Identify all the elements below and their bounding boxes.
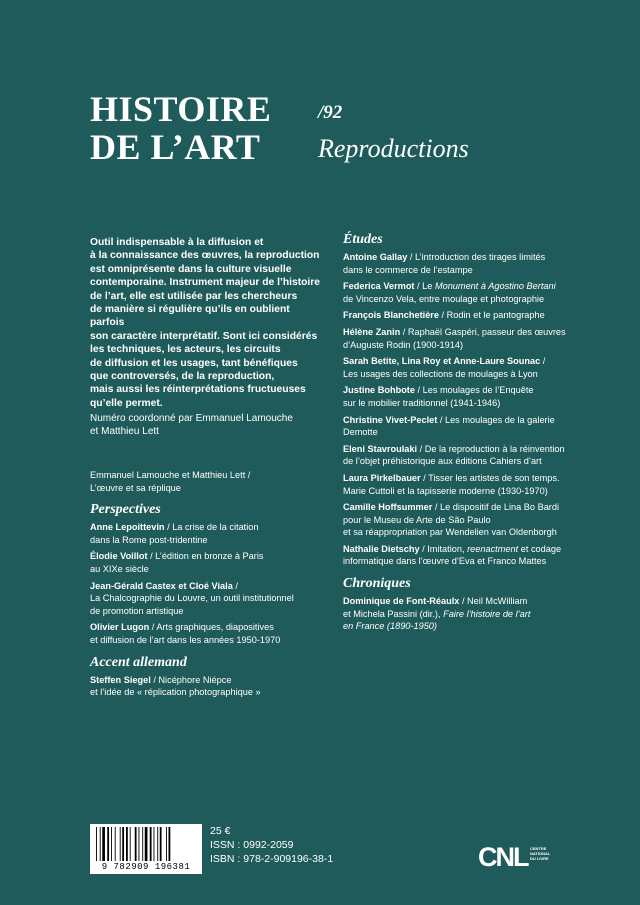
toc-entry [343,309,578,322]
intro-line: de l’art, elle est utilisée par les chercheurs [90,290,298,302]
issue-theme: Reproductions [318,134,469,163]
isbn-barcode [90,824,202,874]
entry-title: / Les moulages de la galerie [437,414,555,425]
barcode-bar [154,827,155,861]
entry-title: / La crise de la citation [164,522,259,533]
entry-title: Marie Cuttoli et la tapisserie moderne (1930-1970) [343,485,548,496]
entry-title-italic: Monument à Agostino Bertani [434,281,556,292]
entry-author: Anne Lepoittevin [90,522,165,533]
entry-author: Camille Hoffsummer [343,502,433,513]
toc-entry [90,674,325,699]
entry-title-italic: reenactment [467,543,519,554]
toc-entry [343,472,578,497]
toc-entry [343,280,578,305]
title-line-2: DE L’ART [90,127,261,167]
entry-title: / Le dispositif de Lina Bo Bardi [432,502,560,513]
section-heading-accent-allemand: Accent allemand [90,654,187,670]
toc-entry [343,251,578,276]
entry-title: / [232,580,238,591]
toc-entry [343,501,578,539]
barcode-bar [160,827,162,861]
pricing-info [210,824,333,866]
barcode-bar [100,827,101,861]
entry-title: / [540,356,546,367]
toc-left-column [90,469,325,703]
barcode-bar [145,827,148,861]
editorial-entry [90,469,325,494]
entry-author: Nathalie Dietschy [343,543,420,554]
entry-author: Federica Vermot [343,281,415,292]
editorial-authors: Emmanuel Lamouche et Matthieu Lett / [90,470,251,480]
entry-author: Antoine Gallay [343,252,408,262]
entry-title: de l’objet préhistorique aux éditions Cahiers d’art [343,456,542,467]
entry-author: Christine Vivet-Peclet [343,414,438,425]
toc-entry [90,621,325,646]
entry-title: / Nicéphore Niépce [150,674,232,685]
intro-line: que controversés, de la reproduction, [90,371,275,383]
entry-author: François Blanchetière [343,310,439,321]
intro-text [90,236,325,410]
barcode-bar [111,827,112,861]
barcode-bar [102,827,105,861]
section-heading-perspectives: Perspectives [90,502,161,518]
entry-title: / L’introduction des tirages limités [407,252,546,262]
entry-author: Steffen Siegel [90,674,151,685]
barcode-bar [126,827,128,861]
intro-line: les techniques, les acteurs, les circuits [90,344,281,356]
entry-title: / Raphaël Gaspéri, passeur des œuvres [400,326,566,337]
toc-entry [90,521,325,546]
entry-title: d’Auguste Rodin (1900-1914) [343,339,464,350]
intro-line: son caractère interprétatif. Sont ici considérés [90,330,318,342]
entry-title: La Chalcographie du Louvre, un outil institutionnel [90,593,294,604]
issue-number: /92 [318,102,343,123]
entry-author: Dominique de Font-Réaulx [343,596,460,607]
entry-title: / Imitation, [419,543,468,554]
intro-line: contemporaine. Instrument majeur de l’histoire [90,277,321,289]
toc-entry [343,326,578,351]
entry-title: dans le commerce de l’estampe [343,264,473,275]
intro-line: Outil indispensable à la diffusion et [90,237,264,248]
section-heading-etudes: Études [343,232,383,247]
intro-line: qu’elle permet. [90,397,163,409]
entry-title-italic: en France (1890-1950) [343,621,437,632]
entry-title: Les usages des collections de moulages à Lyon [343,368,538,379]
entry-title: dans la Rome post-tridentine [90,534,208,545]
barcode-bar [135,827,137,861]
entry-author: Laura Pirkelbauer [343,472,421,483]
toc-entry [343,595,578,633]
barcode-bars [96,827,196,861]
cnl-logo-letters: CNL [478,842,528,872]
entry-title: informatique dans l’œuvre d’Eva et Franco Mattes [343,556,547,567]
entry-title-italic: Faire l’histoire de l’art [443,608,531,619]
toc-entry [343,384,578,409]
toc-entry [90,580,325,618]
entry-author: Sarah Betite, Lina Roy et Anne-Laure Sounac [343,356,541,367]
toc-entry [343,543,578,568]
barcode-bar [107,827,109,861]
intro-line: est omniprésente dans la culture visuelle [90,263,292,275]
entry-title: et codage [518,543,562,554]
entry-author: Hélène Zanin [343,326,401,337]
entry-title: au XIXe siècle [90,563,149,574]
entry-title: et diffusion de l’art dans les années 1950-1970 [90,634,281,645]
entry-author: Élodie Voillot [90,551,148,562]
entry-title: / Rodin et le pantographe [439,310,545,321]
barcode-bar [139,827,140,861]
barcode-bar [169,827,171,861]
barcode-bar [142,827,143,861]
journal-title [90,90,320,166]
intro-line: à la connaissance des œuvres, la reproduction [90,250,320,262]
entry-title: et sa réappropriation par Wendelien van Oldenborgh [343,527,557,538]
editorial-title: L’œuvre et sa réplique [90,482,181,493]
barcode-bar [115,827,116,861]
entry-title: et Michela Passini (dir.), [343,608,444,619]
entry-title: de promotion artistique [90,605,184,616]
title-line-1: HISTOIRE [90,89,272,129]
coordination-credit [90,412,325,439]
toc-entry [343,443,578,468]
toc-entry [343,414,578,439]
barcode-bar [150,827,152,861]
barcode-bar [96,827,97,861]
barcode-bar [122,827,124,861]
cnl-logo-caption: CENTRE NATIONAL DU LIVRE [530,846,551,861]
intro-line: de diffusion et les usages, tant bénéfiques [90,357,298,369]
entry-title: / Arts graphiques, diapositives [149,622,274,633]
entry-author: Olivier Lugon [90,622,150,633]
isbn: ISBN : 978-2-909196-38-1 [210,853,334,865]
intro-line: mais aussi les réinterprétations fructueuses [90,384,306,396]
entry-title: / Le [414,281,435,292]
entry-title: Demotte [343,427,378,438]
entry-author: Justine Bohbote [343,385,415,396]
entry-title: et l’idée de « réplication photographique » [90,687,261,698]
entry-title: / Neil McWilliam [459,596,528,607]
toc-entry [90,550,325,575]
section-heading-chroniques: Chroniques [343,576,411,592]
coord-line: Numéro coordonné par Emmanuel Lamouche [90,413,293,424]
coord-line: et Matthieu Lett [90,426,159,438]
entry-author: Eleni Stavroulaki [343,443,418,454]
barcode-bar [130,827,131,861]
entry-title: sur le mobilier traditionnel (1941-1946) [343,397,501,408]
barcode-bar [157,827,158,861]
intro-line: de manière si régulière qu’ils en oublient parfois [90,304,290,329]
issn: ISSN : 0992-2059 [210,839,294,851]
barcode-bar [120,827,121,861]
toc-entry [343,355,578,380]
toc-right-column [343,232,578,637]
entry-author: Jean-Gérald Castex et Cloé Viala [90,580,233,591]
barcode-number: 9 782909 196381 [101,862,191,872]
entry-title: / Les moulages de l’Enquête [414,385,534,396]
entry-title: / Tisser les artistes de son temps. [420,472,560,483]
entry-title: / L’édition en bronze à Paris [147,551,264,562]
price: 25 € [210,825,231,837]
entry-title: de Vincenzo Vela, entre moulage et photographie [343,293,545,304]
barcode-bar [166,827,167,861]
entry-title: pour le Museu de Arte de São Paulo [343,514,491,525]
entry-title: / De la reproduction à la réinvention [417,443,565,454]
cnl-logo [478,842,558,874]
